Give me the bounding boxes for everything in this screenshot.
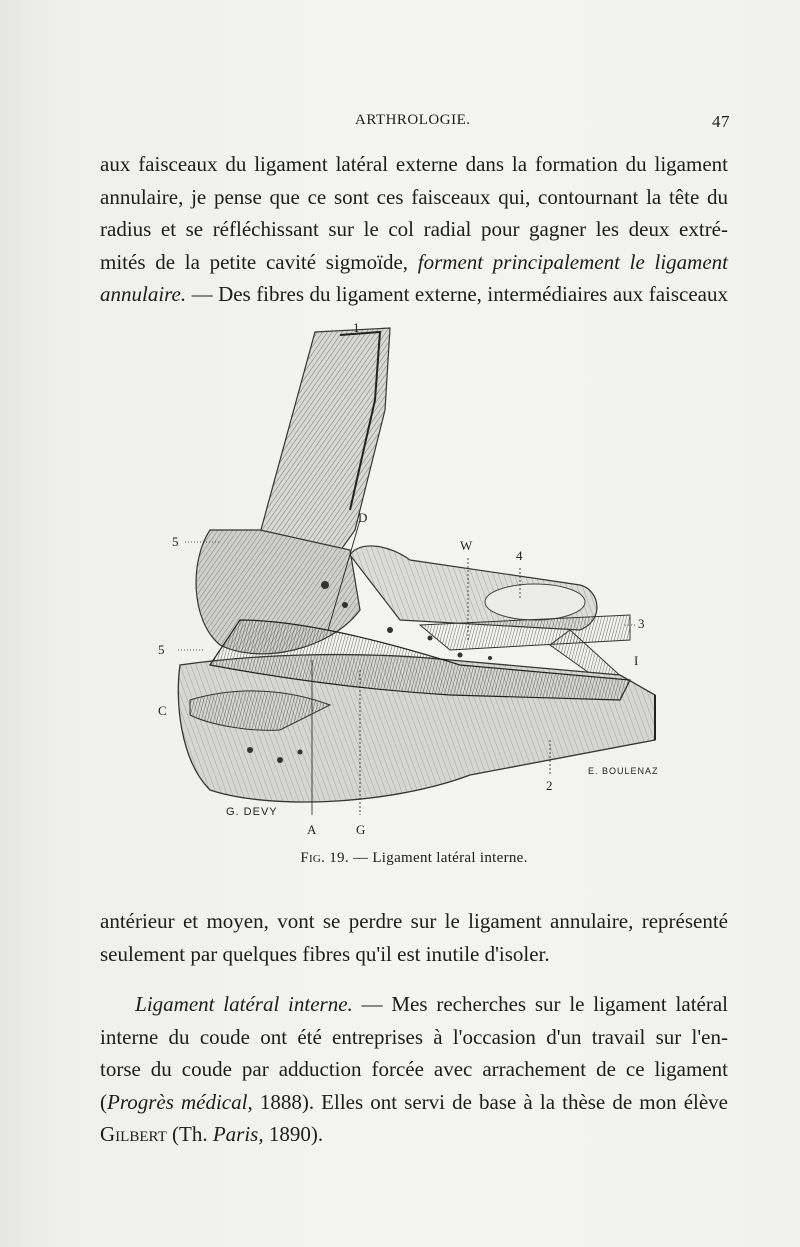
- text-fragment: — Mes recherches sur le ligament latéral: [361, 992, 729, 1016]
- section-heading: Ligament latéral interne.: [135, 992, 353, 1016]
- running-head: [100, 112, 730, 136]
- label-1: 1: [353, 320, 360, 335]
- italic-fragment: Progrès médical,: [107, 1089, 253, 1114]
- text-line: annulaire, je pense que ce sont ces faisceaux qui, contournant la tête du: [100, 184, 728, 209]
- label-5-upper: 5: [172, 534, 179, 549]
- text-fragment: mités de la petite cavité sigmoïde,: [100, 249, 409, 274]
- text-line: seulement par quelques fibres qu'il est inutile d'isoler.: [100, 941, 550, 966]
- paragraph-3: [100, 988, 728, 1151]
- text-line: torse du coude par adduction forcée avec arrachement de ce ligament: [100, 1057, 728, 1081]
- text-fragment: 1890).: [268, 1122, 324, 1146]
- running-title: ARTHROLOGIE.: [355, 112, 471, 128]
- text-line: aux faisceaux du ligament latéral externe dans la formation du ligament: [100, 152, 728, 176]
- text-line: antérieur et moyen, vont se perdre sur le ligament annulaire, représenté: [100, 909, 728, 933]
- figure-elbow-ligament: [150, 320, 670, 850]
- label-3: 3: [638, 616, 645, 631]
- label-4: 4: [516, 548, 523, 563]
- engraver-signature-right: E. BOULENAZ: [588, 766, 659, 776]
- label-i: I: [634, 653, 639, 668]
- caption-figure-number: Fig. 19.: [300, 850, 349, 866]
- label-d: D: [358, 510, 368, 525]
- author-name: Gilbert: [100, 1122, 167, 1146]
- figure-caption: [100, 850, 728, 867]
- label-w: W: [460, 538, 473, 553]
- text-line: [100, 246, 728, 279]
- text-fragment: 1888). Elles ont servi de base à la thèse de mon élève: [259, 1089, 728, 1114]
- text-line: [100, 1118, 728, 1151]
- italic-fragment: annulaire.: [100, 282, 187, 306]
- italic-fragment: Paris,: [212, 1122, 264, 1146]
- label-5-lower: 5: [158, 642, 165, 657]
- engraver-signature-left: G. DEVY: [226, 806, 278, 818]
- text-line: (Progrès médical, 1888). Elles ont servi de base à la thèse de mon élève: [100, 1089, 728, 1114]
- italic-fragment: forment principalement le ligament: [417, 249, 729, 274]
- label-g: G: [356, 822, 366, 837]
- page-number: 47: [712, 112, 730, 131]
- label-a: A: [307, 822, 317, 837]
- text-line: radius et se réfléchissant sur le col radial pour gagner les deux extré-: [100, 217, 728, 241]
- paragraph-1: [100, 148, 728, 311]
- text-line: [100, 278, 728, 311]
- caption-text: — Ligament latéral interne.: [352, 850, 528, 866]
- text-line: [100, 988, 728, 1021]
- text-fragment: (Th.: [172, 1122, 208, 1146]
- text-line: interne du coude ont été entreprises à l'occasion d'un travail sur l'en-: [100, 1024, 728, 1049]
- text-fragment: — Des fibres du ligament externe, intermédiaires aux faisceaux: [191, 282, 729, 306]
- label-2: 2: [546, 778, 553, 793]
- label-c: C: [158, 703, 167, 718]
- paragraph-2: [100, 905, 728, 970]
